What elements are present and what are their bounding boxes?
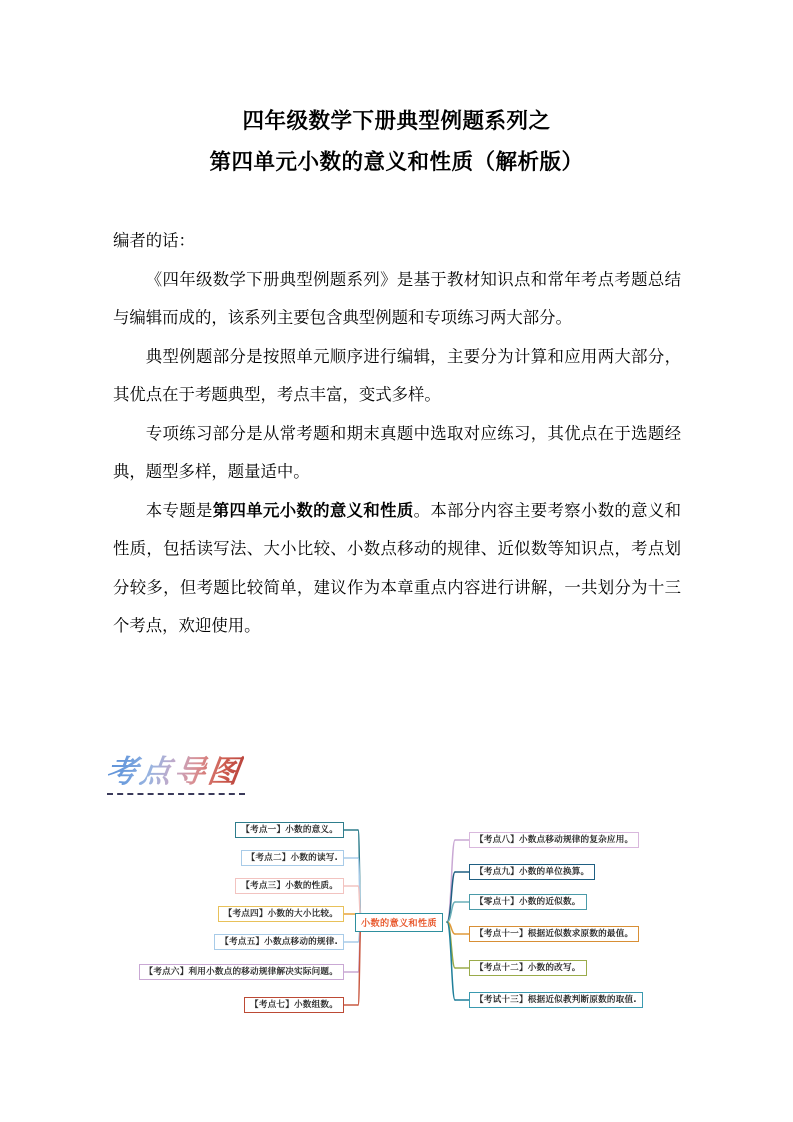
mindmap-node-left-4[interactable]: 【考点四】小数的大小比较。 xyxy=(218,906,344,922)
mindmap-node-left-5[interactable]: 【考点五】小数点移动的规律. xyxy=(214,934,344,950)
mindmap-node-left-1[interactable]: 【考点一】小数的意义。 xyxy=(235,822,344,838)
mindmap-node-right-5[interactable]: 【考点十二】小数的改写。 xyxy=(469,960,587,976)
mindmap-connector xyxy=(447,840,455,922)
preface-paragraph-4-suffix: 。本部分内容主要考察小数的意义和性质，包括读写法、大小比较、小数点移动的规律、近似数等知识点，考点划分较多，但考题比较简单，建议作为本章重点内容进行讲解，一共划分为十三个考点，欢迎使用。 xyxy=(113,500,682,635)
preface-paragraph-4-emphasis: 第四单元小数的意义和性质 xyxy=(212,500,414,520)
preface-paragraph-4-prefix: 本专题是 xyxy=(145,500,213,520)
mindmap-node-right-3[interactable]: 【零点十】小数的近似数。 xyxy=(469,894,587,910)
mindmap xyxy=(14,810,779,1035)
mindmap-node-left-7[interactable]: 【考点七】小数组数。 xyxy=(244,997,344,1013)
preface-label: 编者的话： xyxy=(113,231,195,250)
section-heading-underline xyxy=(107,793,245,795)
preface-paragraph-4 xyxy=(113,492,681,646)
page-title-line-2: 第四单元小数的意义和性质（解析版） xyxy=(209,150,584,175)
preface-body xyxy=(113,222,681,646)
mindmap-node-right-4[interactable]: 【考点十一】根据近似数求原数的最值。 xyxy=(469,926,639,942)
mindmap-node-left-2[interactable]: 【考点二】小数的读写. xyxy=(241,850,344,866)
mindmap-node-right-6[interactable]: 【考试十三】根据近似教判断原数的取值. xyxy=(469,992,643,1008)
mindmap-node-right-1[interactable]: 【考点八】小数点移动规律的复杂应用。 xyxy=(469,832,639,848)
preface-paragraph-1: 《四年级数学下册典型例题系列》是基于教材知识点和常年考点考题总结与编辑而成的，该系列主要包含典型例题和专项练习两大部分。 xyxy=(113,269,681,327)
section-heading-text: 考点导图 xyxy=(101,752,245,792)
mindmap-node-left-3[interactable]: 【考点三】小数的性质。 xyxy=(235,878,344,894)
mindmap-node-right-2[interactable]: 【考点九】小数的单位换算。 xyxy=(469,864,595,880)
section-heading-kaodian-daotu xyxy=(104,752,364,808)
preface-paragraph-3: 专项练习部分是从常考题和期末真题中选取对应练习，其优点在于选题经典，题型多样，题量适中。 xyxy=(113,423,681,481)
preface-paragraph-2: 典型例题部分是按照单元顺序进行编辑，主要分为计算和应用两大部分，其优点在于考题典型，考点丰富，变式多样。 xyxy=(113,346,681,404)
mindmap-node-left-6[interactable]: 【考点六】利用小数点的移动规律解决实际问题。 xyxy=(139,964,344,980)
page-title-line-1: 四年级数学下册典型例题系列之 xyxy=(242,109,551,134)
mindmap-center-node[interactable]: 小数的意义和性质 xyxy=(355,913,443,932)
